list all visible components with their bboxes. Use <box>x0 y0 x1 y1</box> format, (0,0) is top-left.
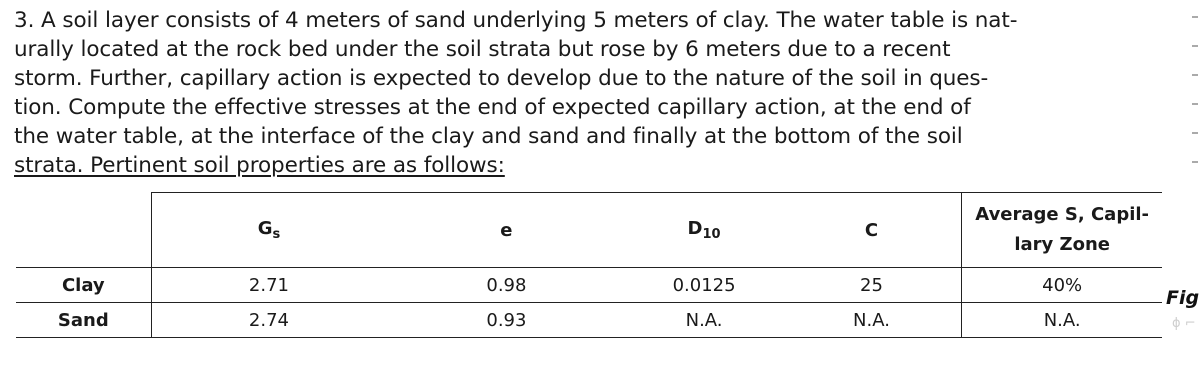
soil-name: Clay <box>16 268 151 303</box>
problem-line: tion. Compute the effective stresses at the end of expected capillary action, at the end of <box>14 95 971 120</box>
cell-e: 0.98 <box>386 268 626 303</box>
soil-name: Sand <box>16 303 151 338</box>
edge-mark <box>1192 161 1198 163</box>
edge-mark <box>1192 103 1198 105</box>
edge-mark <box>1192 132 1198 134</box>
header-gs-sub: s <box>272 227 281 242</box>
table-header-row <box>16 193 1162 268</box>
problem-line: urally located at the rock bed under the soil strata but rose by 6 meters due to a recent <box>14 37 951 62</box>
header-blank <box>16 193 151 268</box>
cell-avg-s: 40% <box>962 268 1162 303</box>
header-d10-main: D <box>687 218 703 239</box>
cell-gs: 2.74 <box>151 303 386 338</box>
figure-label: Fig <box>1166 287 1200 309</box>
header-avg-s <box>962 193 1162 268</box>
edge-mark <box>1192 74 1198 76</box>
problem-line: 3. A soil layer consists of 4 meters of sand underlying 5 meters of clay. The water table is nat- <box>14 8 1018 33</box>
header-gs-main: G <box>257 218 273 239</box>
soil-properties-table <box>16 192 1162 338</box>
cell-c: 25 <box>782 268 962 303</box>
header-avg-s-line2: lary Zone <box>1014 234 1110 255</box>
header-d10 <box>627 193 782 268</box>
header-c: C <box>782 193 962 268</box>
cell-gs: 2.71 <box>151 268 386 303</box>
cell-d10: 0.0125 <box>627 268 782 303</box>
table-row <box>16 268 1162 303</box>
edge-mark <box>1192 45 1198 47</box>
figure-fragment: ɸ ⌐ <box>1172 316 1196 331</box>
header-avg-s-line1: Average S, Capil- <box>975 204 1150 225</box>
cell-avg-s: N.A. <box>962 303 1162 338</box>
header-gs <box>151 193 386 268</box>
cell-c: N.A. <box>782 303 962 338</box>
header-e: e <box>386 193 626 268</box>
table-row <box>16 303 1162 338</box>
cell-e: 0.93 <box>386 303 626 338</box>
cell-d10: N.A. <box>627 303 782 338</box>
problem-line: the water table, at the interface of the clay and sand and finally at the bottom of the soil <box>14 124 963 149</box>
problem-line: storm. Further, capillary action is expected to develop due to the nature of the soil in ques- <box>14 66 989 91</box>
problem-line: strata. Pertinent soil properties are as follows: <box>14 153 505 178</box>
problem-statement <box>14 6 1186 180</box>
edge-mark <box>1192 16 1198 18</box>
header-d10-sub: 10 <box>702 227 721 242</box>
